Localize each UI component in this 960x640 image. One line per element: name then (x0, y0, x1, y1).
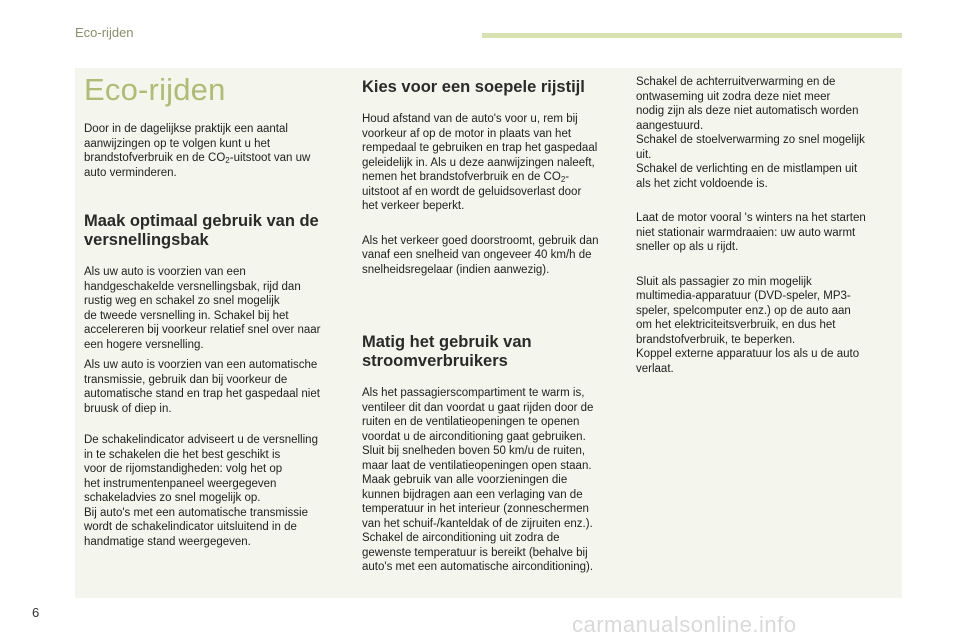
text-line: schakeladvies zo snel mogelijk op. (84, 492, 261, 504)
text-line: Schakel de verlichting en de mistlampen uit (636, 163, 858, 175)
text-line: auto verminderen. (84, 166, 177, 179)
text-line: een hogere versnelling. (84, 338, 204, 351)
text-line: Schakel de stoelverwarming zo snel mogelijk (636, 134, 865, 146)
text-line: om het elektriciteitsverbruik, en dus het (636, 319, 836, 331)
column-middle (362, 68, 624, 575)
text-line: Bij auto's met een automatische transmissie (84, 506, 308, 519)
section-header-label: Eco-rijden (75, 25, 134, 40)
column-left (84, 68, 346, 549)
text-line: Als uw auto is voorzien van een automatische (84, 359, 318, 371)
text-line: het verkeer beperkt. (362, 200, 465, 212)
text-line: multimedia-apparatuur (DVD-speler, MP3- (636, 290, 851, 302)
heading-line: versnellingsbak (84, 231, 209, 249)
consumers-paragraph (362, 386, 624, 575)
text-line: Sluit bij snelheden boven 50 km/u de ruiten, (362, 445, 586, 457)
text-line: voordat u de airconditioning gaat gebruiken. (362, 430, 586, 443)
gearbox-paragraph-3 (84, 433, 346, 549)
text-line: Als uw auto is voorzien van een (84, 266, 246, 278)
column-right (636, 68, 898, 376)
text-line (362, 170, 624, 185)
text-line: vanaf een snelheid van ongeveer 40 km/h de (362, 249, 592, 261)
text-line: uit. (636, 148, 652, 161)
content-panel (75, 68, 902, 598)
subscript: 2 (560, 175, 566, 184)
text-line: Sluit als passagier zo min mogelijk (636, 275, 812, 288)
text-line: handgeschakelde versnellingsbak, rijd dan (84, 280, 301, 293)
text-line: gewenste temperatuur is bereikt (behalve bij (362, 546, 588, 559)
text-line: ruiten en de ventilatieopeningen te openen (362, 416, 580, 428)
text-line: brandstofverbruik, te beperken. (636, 333, 796, 346)
text-line: de tweede versnelling in. Schakel bij het (84, 309, 289, 322)
text-line: Houd afstand van de auto's voor u, rem bij (362, 113, 578, 125)
text-fragment: - (565, 171, 570, 183)
watermark: carmanualsonline.info (572, 612, 797, 637)
col3-paragraph-2 (636, 211, 898, 255)
text-line: auto's met een automatische airconditioning). (362, 561, 594, 573)
text-line: in te schakelen die het best geschikt is (84, 448, 281, 461)
text-line: maar laat de ventilatieopeningen open staan. (362, 459, 592, 472)
text-line: snelheidsregelaar (indien aanwezig). (362, 263, 550, 276)
text-line: bruusk of diep in. (84, 402, 172, 415)
text-line: rempedaal te gebruiken en trap het gaspedaal (362, 142, 598, 154)
text-line: verlaat. (636, 362, 674, 375)
text-line: temperatuur in het interieur (zonneschermen (362, 503, 589, 515)
heading-line: Matig het gebruik van (362, 333, 532, 351)
intro-paragraph (84, 122, 346, 180)
text-line: nodig zijn als deze niet automatisch worden (636, 105, 859, 117)
text-line: aanwijzingen op te volgen kunt u het (84, 137, 271, 150)
text-line: handmatige stand weergegeven. (84, 535, 251, 548)
text-line: Maak gebruik van alle voorzieningen die (362, 474, 568, 486)
col3-paragraph-1 (636, 75, 898, 191)
text-line: Door in de dagelijkse praktijk een aantal (84, 123, 288, 135)
text-line: niet stationair warmdraaien: uw auto warmt (636, 226, 856, 239)
text-fragment: brandstofverbruik en de CO (84, 152, 226, 164)
text-line: Schakel de achterruitverwarming en de (636, 76, 836, 88)
text-line: transmissie, gebruik dan bij voorkeur de (84, 373, 288, 386)
header-accent-bar (482, 33, 902, 38)
gearbox-paragraph-1 (84, 265, 346, 352)
text-fragment: -uitstoot van uw (229, 152, 311, 164)
text-line: Koppel externe apparatuur los als u de auto (636, 348, 860, 360)
text-line: automatische stand en trap het gaspedaal niet (84, 388, 320, 400)
text-line: voorkeur af op de motor in plaats van het (362, 127, 572, 140)
text-line: speler, spelcomputer enz.) op de auto aan (636, 304, 851, 317)
text-line: aangestuurd. (636, 119, 704, 132)
style-paragraph-1 (362, 112, 624, 214)
page-number: 6 (32, 605, 40, 620)
text-line: sneller op als u rijdt. (636, 241, 739, 253)
text-line: Als het verkeer goed doorstroomt, gebruik dan (362, 234, 599, 247)
text-line: het instrumentenpaneel weergegeven (84, 477, 277, 490)
text-line: wordt de schakelindicator uitsluitend in de (84, 521, 297, 533)
text-line: Schakel de airconditioning uit zodra de (362, 532, 560, 544)
text-line: uitstoot af en wordt de geluidsoverlast door (362, 185, 582, 198)
text-line: ventileer dit dan voordat u gaat rijden door de (362, 401, 594, 414)
heading-line: Maak optimaal gebruik van de (84, 212, 319, 230)
text-fragment: nemen het brandstofverbruik en de CO (362, 171, 561, 183)
text-line: voor de rijomstandigheden: volg het op (84, 463, 283, 475)
text-line: rustig weg en schakel zo snel mogelijk (84, 295, 280, 307)
page-title: Eco-rijden (84, 72, 226, 107)
text-line: van het schuif-/kanteldak of de zijruiten enz.). (362, 517, 593, 530)
text-line: accelereren bij voorkeur relatief snel over naar (84, 324, 321, 336)
heading-power-consumers (362, 333, 624, 371)
text-line (84, 151, 346, 166)
text-line: Laat de motor vooral 's winters na het starten (636, 212, 866, 224)
text-line: geleidelijk in. Als u deze aanwijzingen naleeft, (362, 156, 595, 169)
text-line: kunnen bijdragen aan een verlaging van de (362, 488, 583, 501)
text-line: De schakelindicator adviseert u de versnelling (84, 434, 318, 446)
heading-gearbox (84, 212, 346, 250)
heading-driving-style: Kies voor een soepele rijstijl (362, 78, 585, 96)
text-line: als het zicht voldoende is. (636, 177, 768, 190)
style-paragraph-2 (362, 234, 624, 278)
text-line: ontwaseming uit zodra deze niet meer (636, 90, 831, 103)
col3-paragraph-3 (636, 275, 898, 377)
heading-line: stroomverbruikers (362, 352, 508, 370)
text-line: Als het passagierscompartiment te warm is, (362, 387, 585, 399)
gearbox-paragraph-2 (84, 358, 346, 416)
subscript: 2 (225, 156, 230, 165)
